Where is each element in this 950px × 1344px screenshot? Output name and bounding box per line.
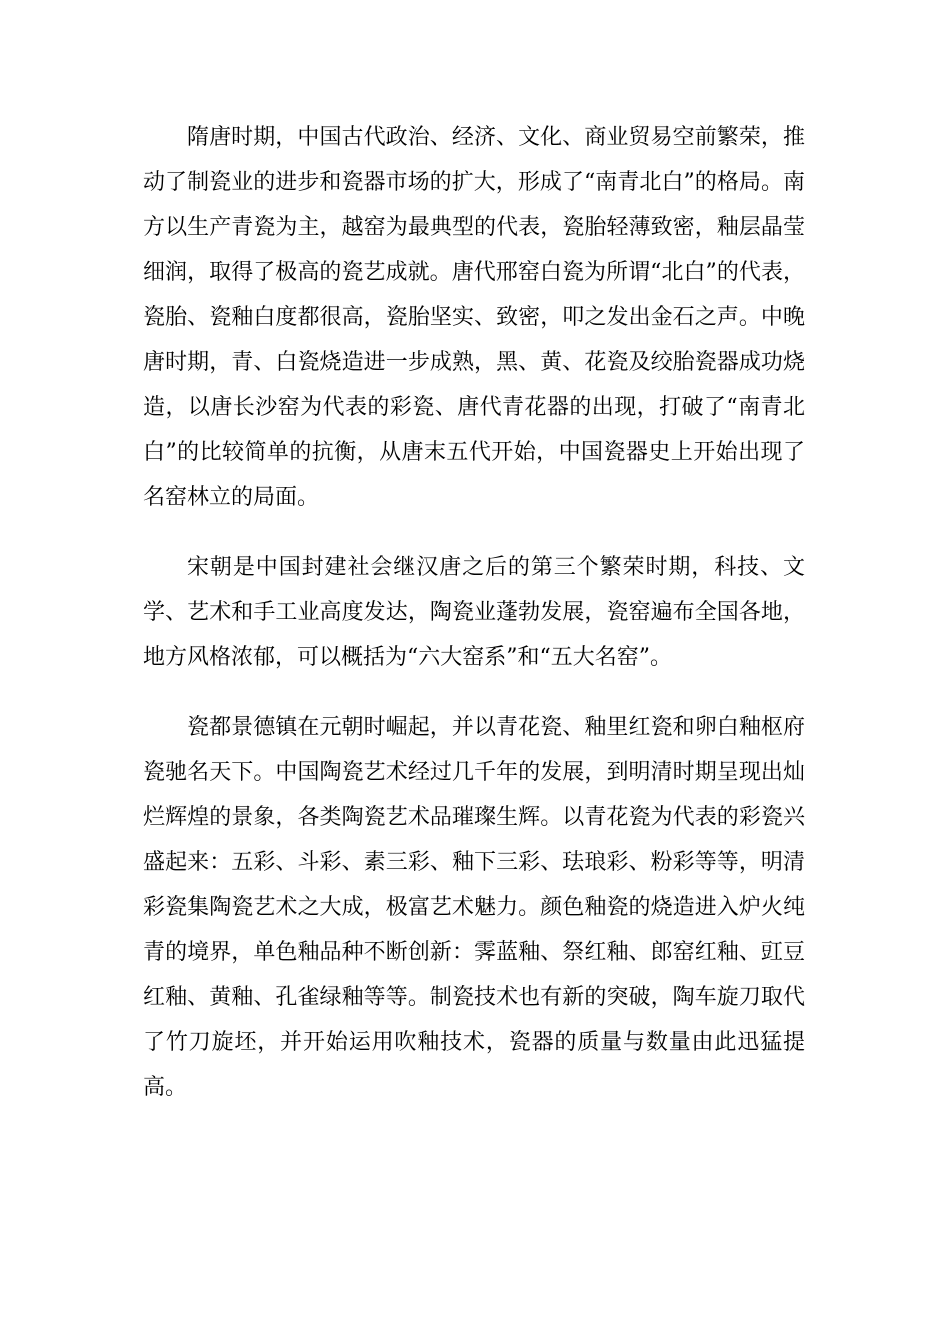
paragraph-song: 宋朝是中国封建社会继汉唐之后的第三个繁荣时期，科技、文学、艺术和手工业高度发达，陶瓷业蓬勃发展，瓷窑遍布全国各地，地方风格浓郁，可以概括为“六大窑系”和“五大名窑”。 — [143, 555, 805, 670]
document-body — [143, 115, 805, 1110]
paragraph-yuan-ming-qing: 瓷都景德镇在元朝时崛起，并以青花瓷、釉里红瓷和卵白釉枢府瓷驰名天下。中国陶瓷艺术经过几千年的发展，到明清时期呈现出灿烂辉煌的景象，各类陶瓷艺术品璀璨生辉。以青花瓷为代表的彩瓷兴盛起来：五彩、斗彩、素三彩、釉下三彩、珐琅彩、粉彩等等，明清彩瓷集陶瓷艺术之大成，极富艺术魅力。颜色釉瓷的烧造进入炉火纯青的境界，单色釉品种不断创新：霁蓝釉、祭红釉、郎窑红釉、豇豆红釉、黄釉、孔雀绿釉等等。制瓷技术也有新的突破，陶车旋刀取代了竹刀旋坯，并开始运用吹釉技术，瓷器的质量与数量由此迅猛提高。 — [143, 715, 805, 1100]
paragraph-sui-tang: 隋唐时期，中国古代政治、经济、文化、商业贸易空前繁荣，推动了制瓷业的进步和瓷器市场的扩大，形成了“南青北白”的格局。南方以生产青瓷为主，越窑为最典型的代表，瓷胎轻薄致密，釉层晶莹细润，取得了极高的瓷艺成就。唐代邢窑白瓷为所谓“北白”的代表，瓷胎、瓷釉白度都很高，瓷胎坚实、致密，叩之发出金石之声。中晚唐时期，青、白瓷烧造进一步成熟，黑、黄、花瓷及绞胎瓷器成功烧造，以唐长沙窑为代表的彩瓷、唐代青花器的出现，打破了“南青北白”的比较简单的抗衡，从唐末五代开始，中国瓷器史上开始出现了名窑林立的局面。 — [143, 125, 805, 510]
